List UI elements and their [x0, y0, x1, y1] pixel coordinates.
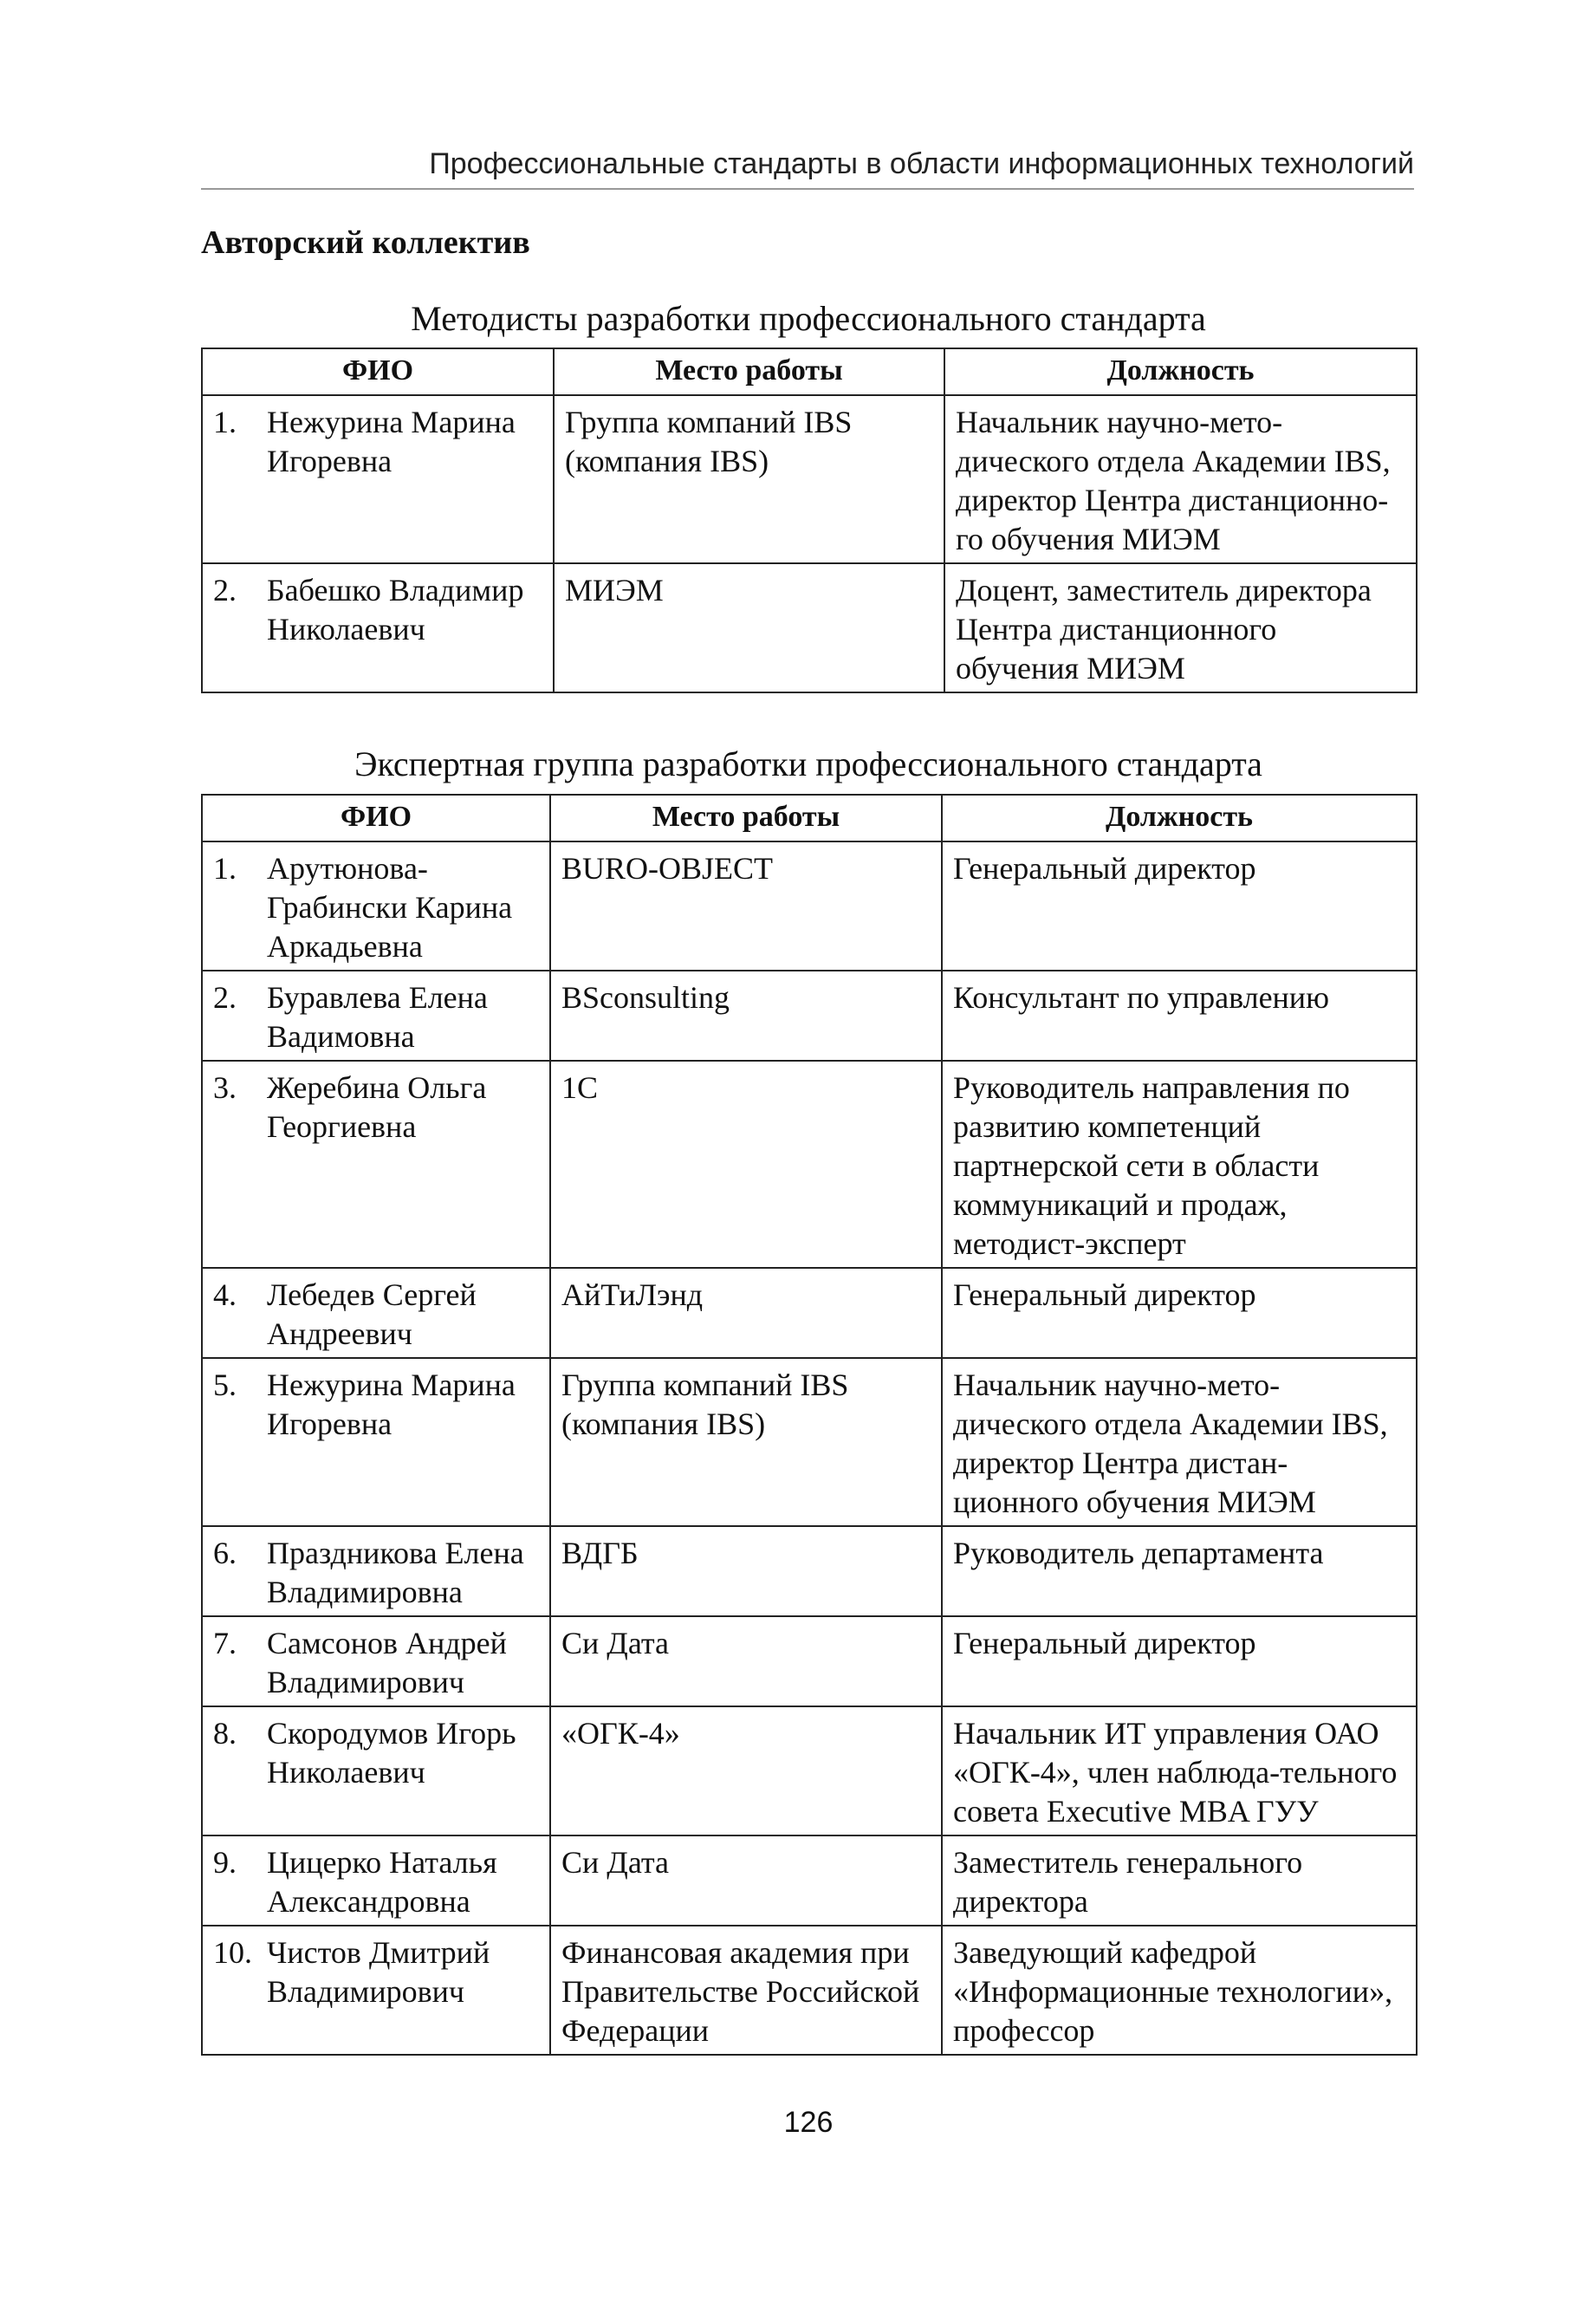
cell-fio — [202, 1061, 550, 1268]
row-number: 2. — [213, 980, 237, 1015]
row-number: 6. — [213, 1536, 237, 1570]
person-name: Чистов Дмитрий Владимирович — [267, 1935, 490, 2009]
person-name: Нежурина Марина Игоревна — [267, 1368, 516, 1441]
cell-position: Руководитель направления по развитию компетенций партнерской сети в области коммуникаций и продаж, методист-эксперт — [942, 1061, 1417, 1268]
person-name: Бабешко Владимир Николаевич — [267, 573, 524, 646]
column-header-position: Должность — [944, 348, 1417, 395]
row-number: 8. — [213, 1716, 237, 1751]
person-name: Цицерко Наталья Александровна — [267, 1845, 497, 1919]
methodists-caption: Методисты разработки профессионального стандарта — [411, 299, 1206, 338]
table-row — [202, 395, 1417, 563]
person-name: Праздникова Елена Владимировна — [267, 1536, 524, 1609]
cell-position: Генеральный директор — [942, 841, 1417, 971]
cell-fio — [202, 1706, 550, 1835]
cell-fio — [202, 1835, 550, 1926]
person-name: Скородумов Игорь Николаевич — [267, 1716, 516, 1790]
table-row — [202, 1268, 1417, 1358]
column-header-fio: ФИО — [202, 348, 554, 395]
cell-fio — [202, 1926, 550, 2055]
cell-position: Начальник научно-мето-дического отдела Академии IBS, директор Центра дистан-ционного обучения МИЭМ — [942, 1358, 1417, 1526]
row-number: 5. — [213, 1368, 237, 1402]
cell-workplace: Финансовая академия при Правительстве Российской Федерации — [550, 1926, 942, 2055]
cell-fio — [202, 1616, 550, 1706]
cell-workplace: Си Дата — [550, 1835, 942, 1926]
row-number: 3. — [213, 1070, 237, 1105]
person-name: Буравлева Елена Вадимовна — [267, 980, 488, 1054]
person-name: Лебедев Сергей Андреевич — [267, 1277, 477, 1351]
table-row — [202, 1926, 1417, 2055]
cell-position: Начальник ИТ управления ОАО «ОГК-4», член наблюда-тельного совета Executive MBA ГУУ — [942, 1706, 1417, 1835]
table-row — [202, 1835, 1417, 1926]
cell-workplace: ВДГБ — [550, 1526, 942, 1616]
table-row — [202, 841, 1417, 971]
table-row — [202, 971, 1417, 1061]
person-name: Арутюнова-Грабински Карина Аркадьевна — [267, 851, 513, 964]
page-number: 126 — [783, 2106, 834, 2139]
cell-workplace: АйТиЛэнд — [550, 1268, 942, 1358]
cell-fio — [202, 395, 554, 563]
running-header: Профессиональные стандарты в области информационных технологий — [201, 147, 1414, 190]
person-name: Жеребина Ольга Георгиевна — [267, 1070, 487, 1144]
cell-position: Руководитель департамента — [942, 1526, 1417, 1616]
cell-workplace: BURO-OBJECT — [550, 841, 942, 971]
experts-caption: Экспертная группа разработки профессионального стандарта — [354, 744, 1262, 783]
cell-fio — [202, 841, 550, 971]
table-header-row — [202, 795, 1417, 841]
cell-fio — [202, 1268, 550, 1358]
cell-fio — [202, 971, 550, 1061]
cell-workplace: BSconsulting — [550, 971, 942, 1061]
cell-workplace: Группа компаний IBS (компания IBS) — [550, 1358, 942, 1526]
section-title: Авторский коллектив — [201, 224, 530, 261]
cell-workplace: 1С — [550, 1061, 942, 1268]
row-number: 1. — [213, 405, 237, 439]
row-number: 10. — [213, 1935, 252, 1970]
experts-table — [201, 794, 1418, 2056]
cell-position: Доцент, заместитель директора Центра дистанционного обучения МИЭМ — [944, 563, 1417, 692]
column-header-position: Должность — [942, 795, 1417, 841]
cell-position: Генеральный директор — [942, 1268, 1417, 1358]
person-name: Самсонов Андрей Владимирович — [267, 1626, 507, 1699]
row-number: 1. — [213, 851, 237, 886]
cell-fio — [202, 1526, 550, 1616]
cell-workplace: Си Дата — [550, 1616, 942, 1706]
cell-position: Начальник научно-мето-дического отдела Академии IBS, директор Центра дистанционно-го обучения МИЭМ — [944, 395, 1417, 563]
table-row — [202, 1358, 1417, 1526]
table-row — [202, 1706, 1417, 1835]
table-header-row — [202, 348, 1417, 395]
table-row — [202, 563, 1417, 692]
cell-position: Заведующий кафедрой «Информационные технологии», профессор — [942, 1926, 1417, 2055]
cell-workplace: МИЭМ — [554, 563, 944, 692]
cell-workplace: «ОГК-4» — [550, 1706, 942, 1835]
table-row — [202, 1061, 1417, 1268]
row-number: 2. — [213, 573, 237, 607]
cell-workplace: Группа компаний IBS (компания IBS) — [554, 395, 944, 563]
row-number: 7. — [213, 1626, 237, 1660]
table-row — [202, 1526, 1417, 1616]
row-number: 9. — [213, 1845, 237, 1880]
person-name: Нежурина Марина Игоревна — [267, 405, 516, 478]
cell-fio — [202, 1358, 550, 1526]
methodists-table — [201, 348, 1418, 693]
cell-fio — [202, 563, 554, 692]
row-number: 4. — [213, 1277, 237, 1312]
column-header-workplace: Место работы — [550, 795, 942, 841]
cell-position: Консультант по управлению — [942, 971, 1417, 1061]
cell-position: Заместитель генерального директора — [942, 1835, 1417, 1926]
cell-position: Генеральный директор — [942, 1616, 1417, 1706]
column-header-workplace: Место работы — [554, 348, 944, 395]
column-header-fio: ФИО — [202, 795, 550, 841]
table-row — [202, 1616, 1417, 1706]
